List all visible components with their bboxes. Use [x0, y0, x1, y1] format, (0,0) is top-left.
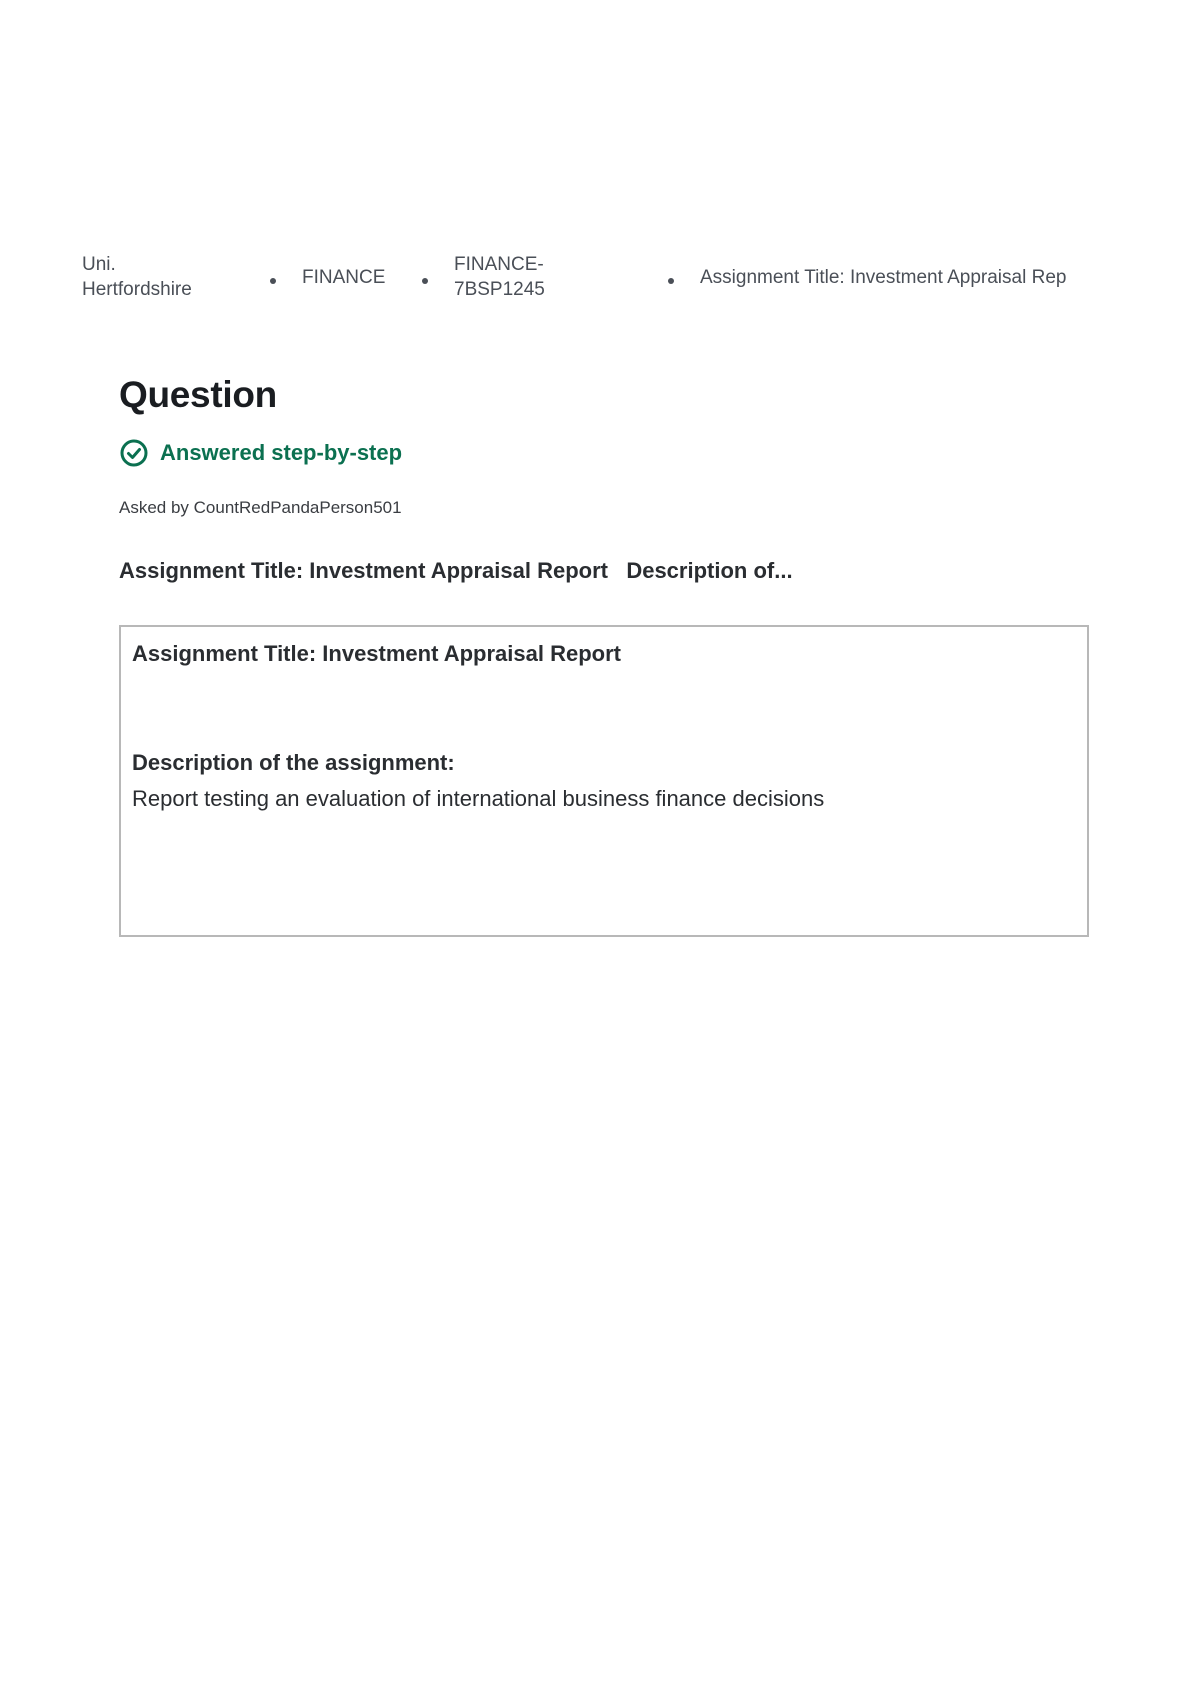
- content-heading: Assignment Title: Investment Appraisal Report: [132, 641, 621, 666]
- breadcrumb-item-university[interactable]: Uni. Hertfordshire: [82, 254, 192, 300]
- answered-status-label: Answered step-by-step: [160, 440, 403, 465]
- breadcrumb-item-course[interactable]: FINANCE- 7BSP1245: [454, 254, 545, 300]
- breadcrumb-separator: [270, 278, 276, 284]
- question-preview: Assignment Title: Investment Appraisal Report Description of...: [119, 558, 793, 583]
- breadcrumb-separator: [422, 278, 428, 284]
- breadcrumb-item-current: Assignment Title: Investment Appraisal Rep: [700, 267, 1067, 288]
- answered-status: [119, 438, 402, 468]
- breadcrumb-separator: [668, 278, 674, 284]
- description-label: Description of the assignment:: [132, 750, 455, 775]
- asked-by-text: Asked by CountRedPandaPerson501: [119, 498, 402, 517]
- breadcrumb-item-subject[interactable]: FINANCE: [302, 267, 386, 288]
- page-title: Question: [119, 374, 277, 415]
- check-circle-icon: [119, 438, 149, 468]
- question-content-box: [119, 625, 1089, 937]
- description-text: Report testing an evaluation of international business finance decisions: [132, 786, 825, 811]
- breadcrumb: [82, 252, 1132, 306]
